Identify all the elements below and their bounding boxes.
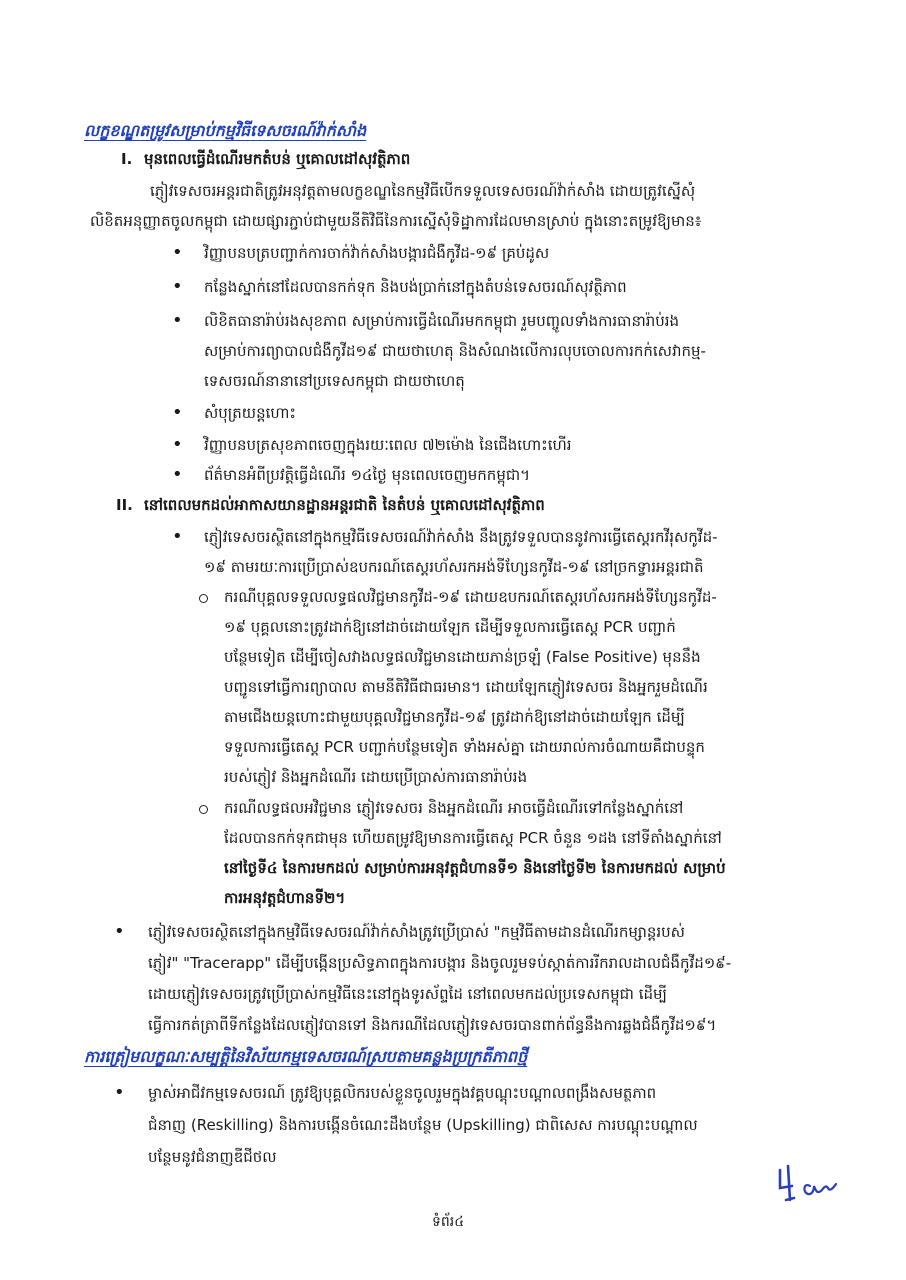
list-item: ព័ត៌មានអំពីប្រវត្តិធ្វើដំណើរ ១៤ថ្ងៃ មុនពេលចេញមកកម្ពុជា។ [204, 466, 531, 484]
list-item: លិខិតធានារ៉ាប់រងសុខភាព សម្រាប់ការធ្វើដំណើរមកកម្ពុជា រួមបញ្ចូលទាំងការធានារ៉ាប់រង [204, 312, 680, 330]
section-2-number: II. [116, 496, 133, 514]
list-item: ម្ចាស់អាជីវកម្មទេសចរណ៍ ត្រូវឱ្យបុគ្គលិករបស់ខ្លួនចូលរួមក្នុងវគ្គបណ្តុះបណ្តាលពង្រឹងសមត្ថភាព [148, 1084, 657, 1102]
bullet-dot: • [172, 276, 183, 297]
list-item: ភ្ញៀវទេសចរស្ថិតនៅក្នុងកម្មវិធីទេសចរណ៍វ៉ាក់សាំង នឹងត្រូវទទួលបាននូវការធ្វើតេស្តរកវីរុសកូវីដ- [204, 528, 718, 546]
section-1-title: មុនពេលធ្វើដំណើរមកតំបន់ ឬគោលដៅសុវត្ថិភាព [144, 150, 411, 168]
sub-list-item-continuation: បន្ថែមទៀត ដើម្បីចៀសវាងលទ្ធផលវិជ្ជមានដោយភាន់ច្រឡំ (False Positive) មុននឹង [224, 648, 701, 666]
sub-list-item-continuation: ដែលបានកក់ទុកជាមុន ហើយតម្រូវឱ្យមានការធ្វើតេស្ត PCR ចំនួន ១ដង នៅទីតាំងស្នាក់នៅ [224, 829, 722, 847]
bullet-dot: • [172, 526, 183, 547]
sub-list-item-continuation: នៅថ្ងៃទី៤ នៃការមកដល់ សម្រាប់ការអនុវត្តជំហានទី១ និងនៅថ្ងៃទី២ នៃការមកដល់ សម្រាប់ [224, 859, 726, 877]
list-item-continuation: បន្ថែមនូវជំនាញឌីជីថល [148, 1148, 277, 1166]
section-1-intro-line: ភ្ញៀវទេសចរអន្តរជាតិត្រូវអនុវត្តតាមលក្ខខណ្ឌនៃកម្មវិធីបើកទទួលទេសចរណ៍វ៉ាក់សាំង ដោយត្រូវស្នើសុំ [150, 182, 696, 200]
sub-list-item-continuation: ការអនុវត្តជំហានទី២។ [224, 889, 346, 907]
sub-list-item-continuation: តាមជើងយន្តហោះជាមួយបុគ្គលវិជ្ជមានកូវីដ-១៩ ត្រូវដាក់ឱ្យនៅដាច់ដោយឡែក ដើម្បី [224, 708, 685, 726]
list-item-continuation: ទេសចរណ៍នានានៅប្រទេសកម្ពុជា ជាយថាហេតុ [204, 372, 465, 390]
bullet-dot: • [172, 242, 183, 263]
list-item: ភ្ញៀវទេសចរស្ថិតនៅក្នុងកម្មវិធីទេសចរណ៍វ៉ាក់សាំងត្រូវប្រើប្រាស់ "កម្មវិធីតាមដានដំណើរកម្សាន្តរបស់ [148, 923, 685, 941]
sub-list-item-continuation: ១៩ បុគ្គលនោះត្រូវដាក់ឱ្យនៅដាច់ដោយឡែក ដើម្បីទទួលការធ្វើតេស្ត PCR បញ្ជាក់ [224, 618, 676, 636]
sub-list-item: ករណីលទ្ធផលអវិជ្ជមាន ភ្ញៀវទេសចរ និងអ្នកដំណើរ អាចធ្វើដំណើរទៅកន្លែងស្នាក់នៅ [224, 799, 684, 817]
list-item: សំបុត្រយន្តហោះ [204, 404, 296, 422]
list-item-continuation: ជំនាញ (Reskilling) និងការបង្កើនចំណេះដឹងបន្ថែម (Upskilling) ជាពិសេស ការបណ្តុះបណ្តាល [148, 1116, 698, 1134]
section-2-title: នៅពេលមកដល់អាកាសយានដ្ឋានអន្តរជាតិ នៃតំបន់ ឬគោលដៅសុវត្ថិភាព [144, 496, 545, 514]
sub-list-item-continuation: ទទួលការធ្វើតេស្ត PCR បញ្ជាក់បន្ថែមទៀត ទាំងអស់គ្នា ដោយរាល់ការចំណាយគឺជាបន្ទុក [224, 738, 705, 756]
sub-bullet-circle [199, 594, 208, 603]
list-item: វិញ្ញាបនបត្រសុខភាពចេញក្នុងរយៈពេល ៧២ម៉ោង នៃជើងហោះហើរ [204, 436, 572, 454]
section-1-intro-line: លិខិតអនុញ្ញាតចូលកម្ពុជា ដោយផ្សារភ្ជាប់ជាមួយនីតិវិធីនៃការស្នើសុំទិដ្ឋាការដែលមានស្រាប់ ក្នុងនោះតម្រូវឱ្យមាន៖ [90, 212, 702, 230]
sub-list-item-continuation: របស់ភ្ញៀវ និងអ្នកដំណើរ ដោយប្រើប្រាស់ការធានារ៉ាប់រង [224, 768, 528, 786]
section-1-number: I. [121, 150, 133, 168]
bullet-dot: • [172, 464, 183, 485]
list-item-continuation: ធ្វើការកត់ត្រាពីទីកន្លែងដែលភ្ញៀវបានទៅ និងករណីដែលភ្ញៀវទេសចរបានពាក់ព័ន្ធនឹងការឆ្លងជំងឺកូវីដ១៩។ [148, 1016, 717, 1034]
sub-list-item: ករណីបុគ្គលទទួលលទ្ធផលវិជ្ជមានកូវីដ-១៩ ដោយឧបករណ៍តេស្តរហ័សរកអង់ទីហ្សែនកូវីដ- [224, 588, 717, 606]
bullet-dot: • [172, 434, 183, 455]
handwritten-initials [774, 1160, 844, 1208]
bullet-dot: • [114, 1082, 125, 1103]
bullet-dot: • [172, 310, 183, 331]
list-item: កន្លែងស្នាក់នៅដែលបានកក់ទុក និងបង់ប្រាក់នៅក្នុងតំបន់ទេសចរណ៍សុវត្ថិភាព [204, 278, 627, 296]
sub-bullet-circle [199, 805, 208, 814]
list-item-continuation: ១៩ តាមរយៈការប្រើប្រាស់ឧបករណ៍តេស្តរហ័សរកអង់ទីហ្សែនកូវីដ-១៩ នៅច្រកទ្វារអន្តរជាតិ [204, 558, 704, 576]
list-item: វិញ្ញាបនបត្របញ្ជាក់ការចាក់វ៉ាក់សាំងបង្ការជំងឺកូវីដ-១៩ គ្រប់ដូស [204, 244, 550, 262]
list-item-continuation: ភ្ញៀវ" "Tracerapp" ដើម្បីបង្កើនប្រសិទ្ធភាពក្នុងការបង្ការ និងចូលរួមទប់ស្កាត់ការរីករាលដាលជំងឺកូវីដ១៩- [148, 954, 732, 972]
list-item-continuation: សម្រាប់ការព្យាបាលជំងឺកូវីដ១៩ ជាយថាហេតុ និងសំណងលើការលុបចោលការកក់សេវាកម្ម- [204, 342, 706, 360]
heading-new-normal-preparation: ការត្រៀមលក្ខណៈសម្បត្តិនៃវិស័យកម្មទេសចរណ៍ស្របតាមគន្លងប្រក្រតីភាពថ្មី [84, 1047, 528, 1066]
bullet-dot: • [172, 402, 183, 423]
bullet-dot: • [114, 921, 125, 942]
page-number: ទំព័រ៤ [432, 1214, 465, 1230]
sub-list-item-continuation: បញ្ជូនទៅធ្វើការព្យាបាល តាមនីតិវិធីជាធរមាន។ ដោយឡែកភ្ញៀវទេសចរ និងអ្នករួមដំណើរ [224, 678, 708, 696]
list-item-continuation: ដោយភ្ញៀវទេសចរត្រូវប្រើប្រាស់កម្មវិធីនេះនៅក្នុងទូរស័ព្ទដៃ នៅពេលមកដល់ប្រទេសកម្ពុជា ដើម្បី [148, 985, 668, 1003]
heading-vaccine-tourism-requirements: លក្ខខណ្ឌតម្រូវសម្រាប់កម្មវិធីទេសចរណ៍វ៉ាក់សាំង [84, 121, 367, 140]
